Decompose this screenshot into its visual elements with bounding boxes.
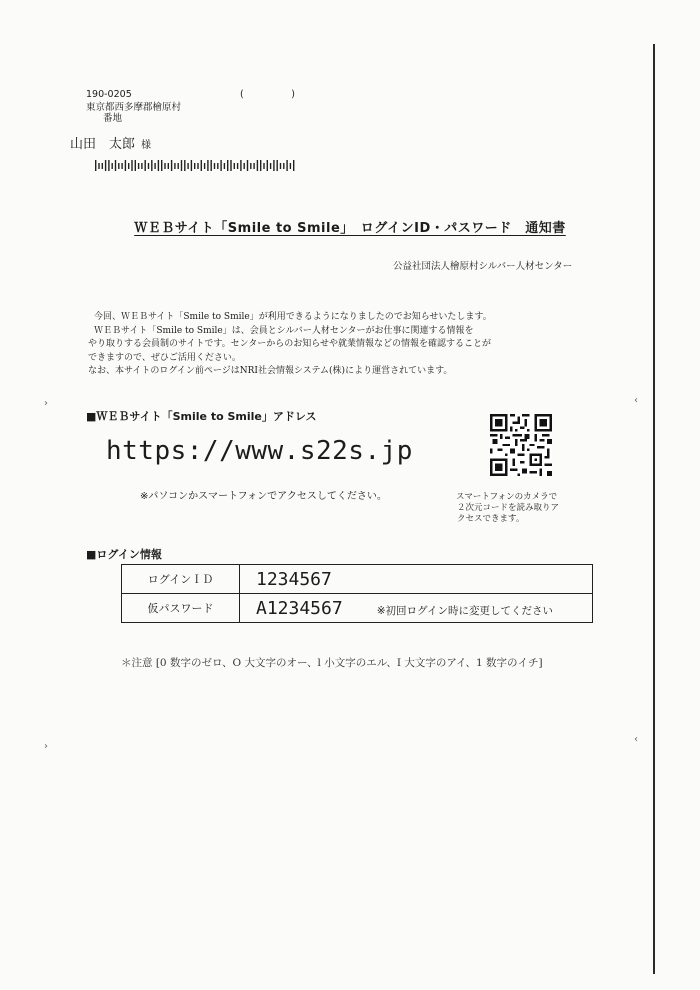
qr-caption-line: スマートフォンのカメラで <box>456 492 558 502</box>
address-parenthesis: ( ) <box>240 89 295 100</box>
body-line: やり取りする会員制のサイトです。センターからのお知らせや就業情報などの情報を確認することが <box>88 339 492 349</box>
qr-code <box>490 414 552 476</box>
password-change-note: ※初回ログイン時に変更してください <box>376 604 553 617</box>
access-note: ※パソコンかスマートフォンでアクセスしてください。 <box>140 491 387 502</box>
customer-barcode <box>93 160 303 171</box>
margin-mark-right: ‹ <box>634 395 638 406</box>
address-line2: 番地 <box>103 113 123 124</box>
recipient-honorific: 様 <box>141 140 152 151</box>
notice-body <box>88 311 578 379</box>
document-title: ＷＥＢサイト「Smile to Smile」 ログインID・パスワード 通知書 <box>134 221 566 236</box>
caution-note: ＊注意 [0 数字のゼロ、O 大文字のオー、l 小文字のエル、I 大文字のアイ、1 数字のイチ] <box>121 657 543 669</box>
recipient-name-row <box>70 133 151 152</box>
margin-mark-left: › <box>44 741 48 752</box>
qr-caption-line: クセスできます。 <box>457 514 525 524</box>
margin-mark-left: › <box>44 398 48 409</box>
website-heading: ■ＷＥＢサイト「Smile to Smile」アドレス <box>86 410 317 423</box>
login-id-label: ログインＩＤ <box>122 565 240 594</box>
password-label: 仮パスワード <box>122 594 240 623</box>
login-id-value: 1234567 <box>256 568 332 590</box>
login-info-table <box>121 564 593 623</box>
login-id-cell <box>240 565 593 594</box>
body-line: 今回、ＷＥＢサイト「Smile to Smile」が利用できるようになりましたのでお知らせいたします。 <box>94 312 492 322</box>
recipient-name: 山田 太郎 <box>70 137 136 152</box>
password-value: A1234567 <box>256 597 343 619</box>
page-edge-line <box>653 44 655 974</box>
password-cell <box>240 594 593 623</box>
website-url[interactable]: https://www.s22s.jp <box>106 436 413 466</box>
table-row <box>122 594 593 623</box>
postal-code: 190-0205 <box>86 89 132 100</box>
body-line: ＷＥＢサイト「Smile to Smile」は、会員とシルバー人材センターがお仕事に関連する情報を <box>94 325 474 336</box>
body-line: できますので、ぜひご活用ください。 <box>88 352 241 363</box>
address-line1: 東京都西多摩郡檜原村 <box>86 102 182 113</box>
table-row <box>122 565 593 594</box>
margin-mark-right: ‹ <box>634 734 638 745</box>
body-line: なお、本サイトのログイン前ページはNRI社会情報システム(株)により運営されています。 <box>88 366 453 376</box>
sender-organization: 公益社団法人檜原村シルバー人材センター <box>393 261 573 272</box>
qr-caption-line: ２次元コードを読み取りア <box>457 503 560 513</box>
login-heading: ■ログイン情報 <box>86 548 162 561</box>
qr-caption <box>456 492 596 525</box>
